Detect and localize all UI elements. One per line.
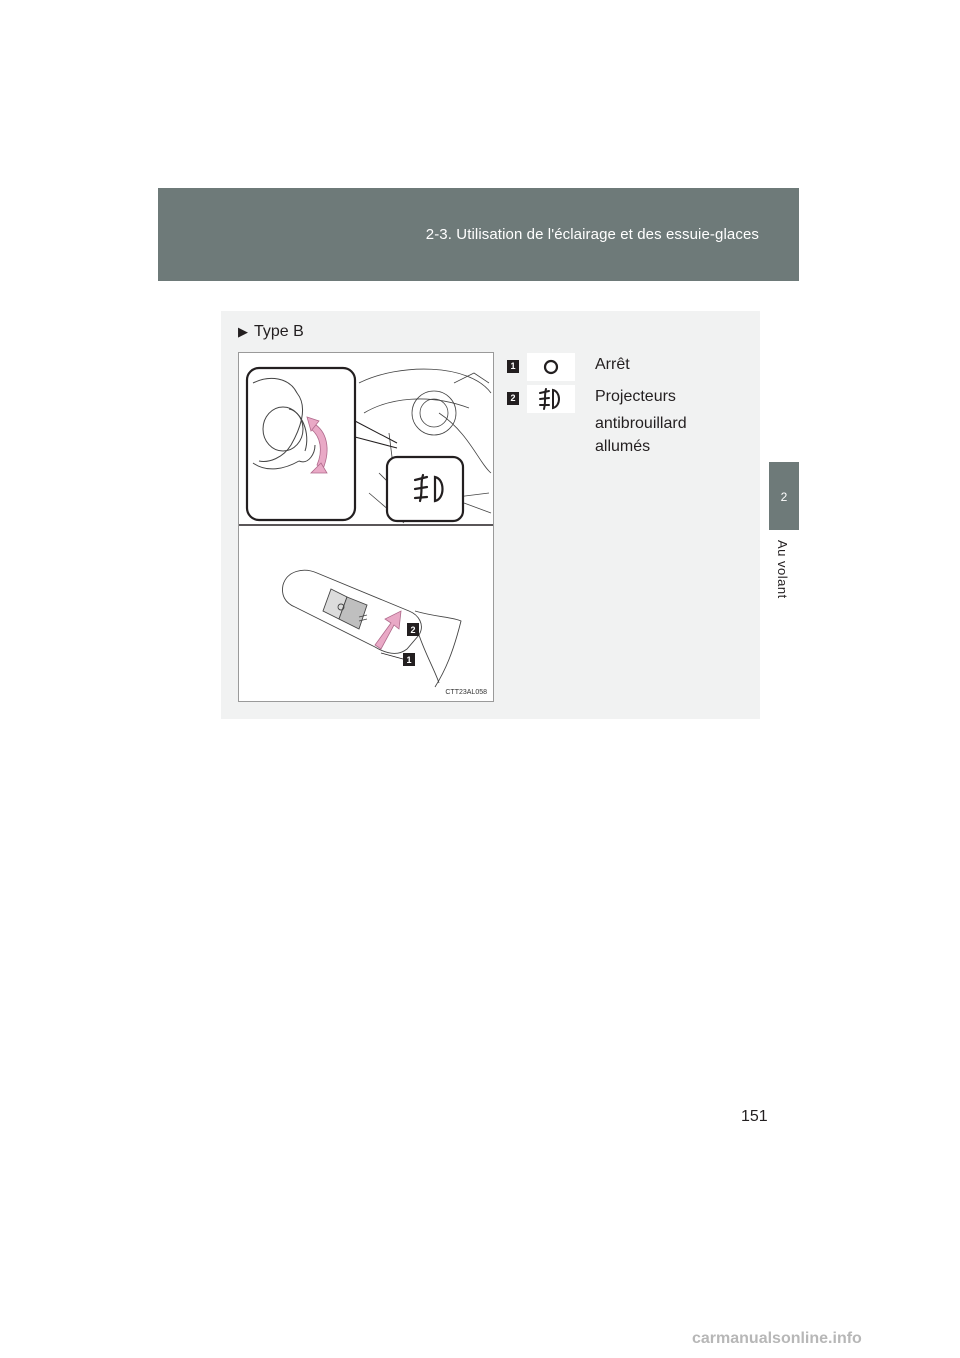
chapter-tab bbox=[769, 462, 799, 530]
legend-icon-box bbox=[527, 385, 575, 413]
push-arrow-icon bbox=[375, 611, 401, 649]
section-heading-text: Type B bbox=[254, 323, 304, 340]
legend-sub-line: allumés bbox=[595, 438, 651, 455]
callout-2-text: 2 bbox=[410, 625, 416, 635]
bullet-triangle-icon: ▶ bbox=[238, 324, 248, 339]
illustration bbox=[238, 352, 494, 702]
chapter-label: Au volant bbox=[775, 540, 790, 599]
legend-badge: 1 bbox=[507, 360, 519, 373]
zoom-frame-left bbox=[247, 368, 355, 520]
legend-sub-line: antibrouillard bbox=[595, 415, 687, 432]
page-number: 151 bbox=[741, 1108, 768, 1125]
legend-badge: 2 bbox=[507, 392, 519, 405]
legend-icon-box bbox=[527, 353, 575, 381]
header-band bbox=[158, 188, 799, 281]
off-ring-icon bbox=[527, 353, 575, 381]
illustration-drawing bbox=[239, 353, 494, 702]
legend-label: Projecteurs bbox=[595, 388, 676, 405]
chapter-number: 2 bbox=[780, 490, 788, 504]
figure-code: CTT23AL058 bbox=[445, 689, 487, 696]
legend-label: Arrêt bbox=[595, 356, 630, 373]
section-heading bbox=[238, 323, 304, 341]
content-panel bbox=[221, 311, 760, 719]
zoom-frame-right bbox=[387, 457, 463, 521]
front-fog-light-icon bbox=[527, 385, 575, 413]
watermark: carmanualsonline.info bbox=[692, 1330, 862, 1347]
callout-1-text: 1 bbox=[406, 655, 412, 665]
header-title: 2-3. Utilisation de l'éclairage et des essuie-glaces bbox=[425, 226, 759, 243]
